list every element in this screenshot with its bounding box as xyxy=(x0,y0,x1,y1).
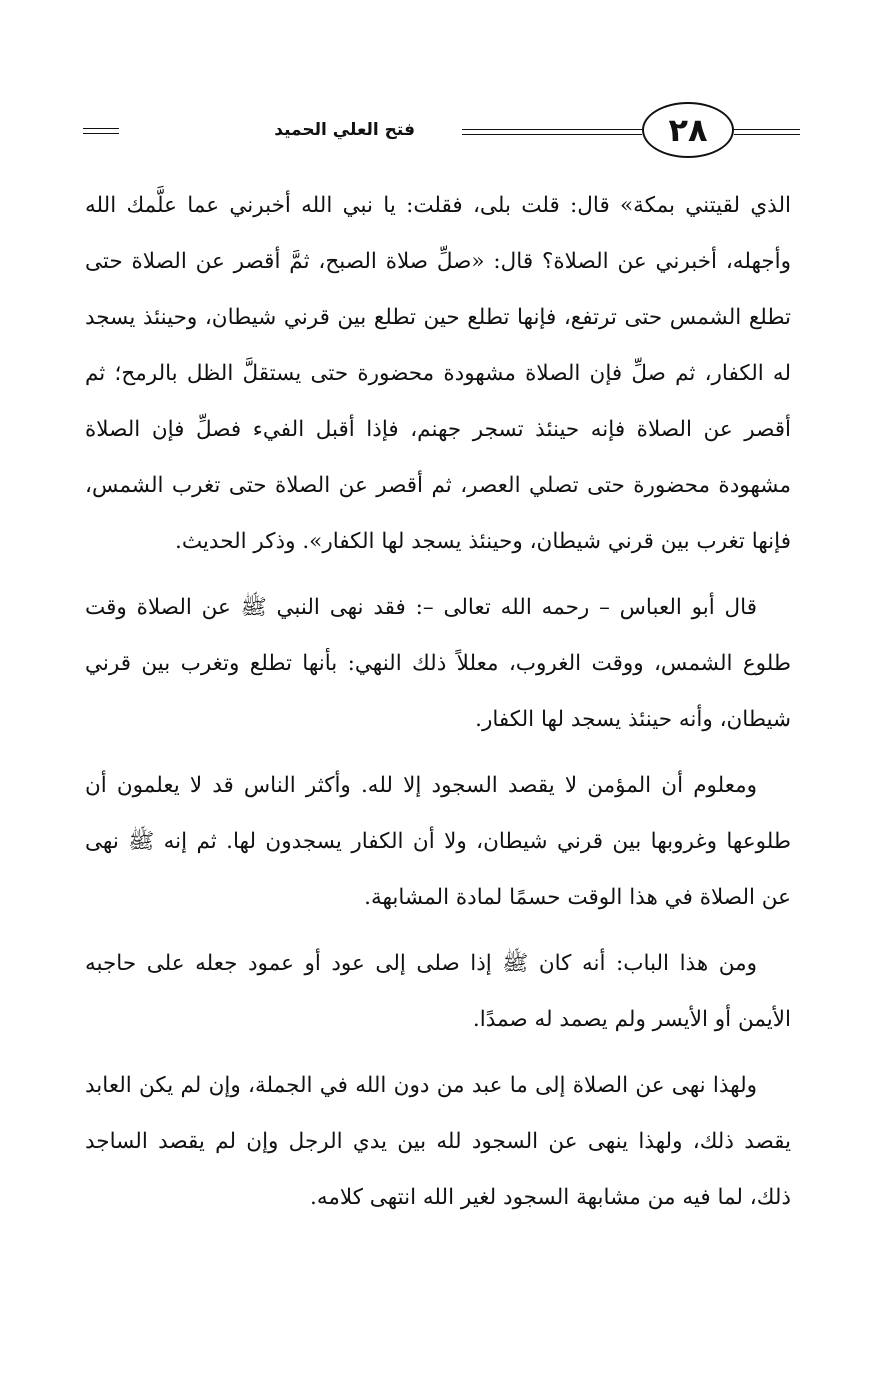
paragraph: الذي لقيتني بمكة» قال: قلت بلى، فقلت: يا نبي الله أخبرني عما علَّمك الله وأجهله، أخبرني عن الصلاة؟ قال: «صلِّ صلاة الصبح، ثمَّ أقصر عن الصلاة حتى تطلع الشمس حتى ترتفع، فإنها تطلع حين تطلع بين قرني شيطان، وحينئذ يسجد له الكفار، ثم صلِّ فإن الصلاة مشهودة محضورة حتى يستقلَّ الظل بالرمح؛ ثم أقصر عن الصلاة فإنه حينئذ تسجر جهنم، فإذا أقبل الفيء فصلِّ فإن الصلاة مشهودة محضورة حتى تصلي العصر، ثم أقصر عن الصلاة حتى تغرب الشمس، فإنها تغرب بين قرني شيطان، وحينئذ يسجد لها الكفار». وذكر الحديث. xyxy=(85,193,791,554)
header-rule xyxy=(83,133,119,134)
header-rule xyxy=(734,134,800,135)
paragraph: ولهذا نهى عن الصلاة إلى ما عبد من دون الله في الجملة، وإن لم يكن العابد يقصد ذلك، ولهذا ينهى عن السجود لله بين يدي الرجل وإن لم يقصد الساجد ذلك، لما فيه من مشابهة السجود لغير الله انتهى كلامه. xyxy=(85,1073,791,1210)
header-rule xyxy=(462,129,642,130)
header-rule xyxy=(462,134,642,135)
book-title: فتح العلي الحميد xyxy=(274,120,415,140)
paragraph: ومعلوم أن المؤمن لا يقصد السجود إلا لله. وأكثر الناس قد لا يعلمون أن طلوعها وغروبها بين قرني شيطان، ولا أن الكفار يسجدون لها. ثم إنه ﷺ نهى عن الصلاة في هذا الوقت حسمًا لمادة المشابهة. xyxy=(85,773,791,910)
body-text xyxy=(85,178,791,1234)
paragraph: قال أبو العباس – رحمه الله تعالى –: فقد نهى النبي ﷺ عن الصلاة وقت طلوع الشمس، ووقت الغروب، معللاً ذلك النهي: بأنها تطلع وتغرب بين قرني شيطان، وأنه حينئذ يسجد لها الكفار. xyxy=(85,595,791,732)
page-header xyxy=(80,102,800,162)
header-rule xyxy=(734,129,800,130)
header-rule xyxy=(83,128,119,129)
paragraph: ومن هذا الباب: أنه كان ﷺ إذا صلى إلى عود أو عمود جعله على حاجبه الأيمن أو الأيسر ولم يصمد له صمدًا. xyxy=(85,951,791,1032)
page-number: ٢٨ xyxy=(642,102,734,158)
